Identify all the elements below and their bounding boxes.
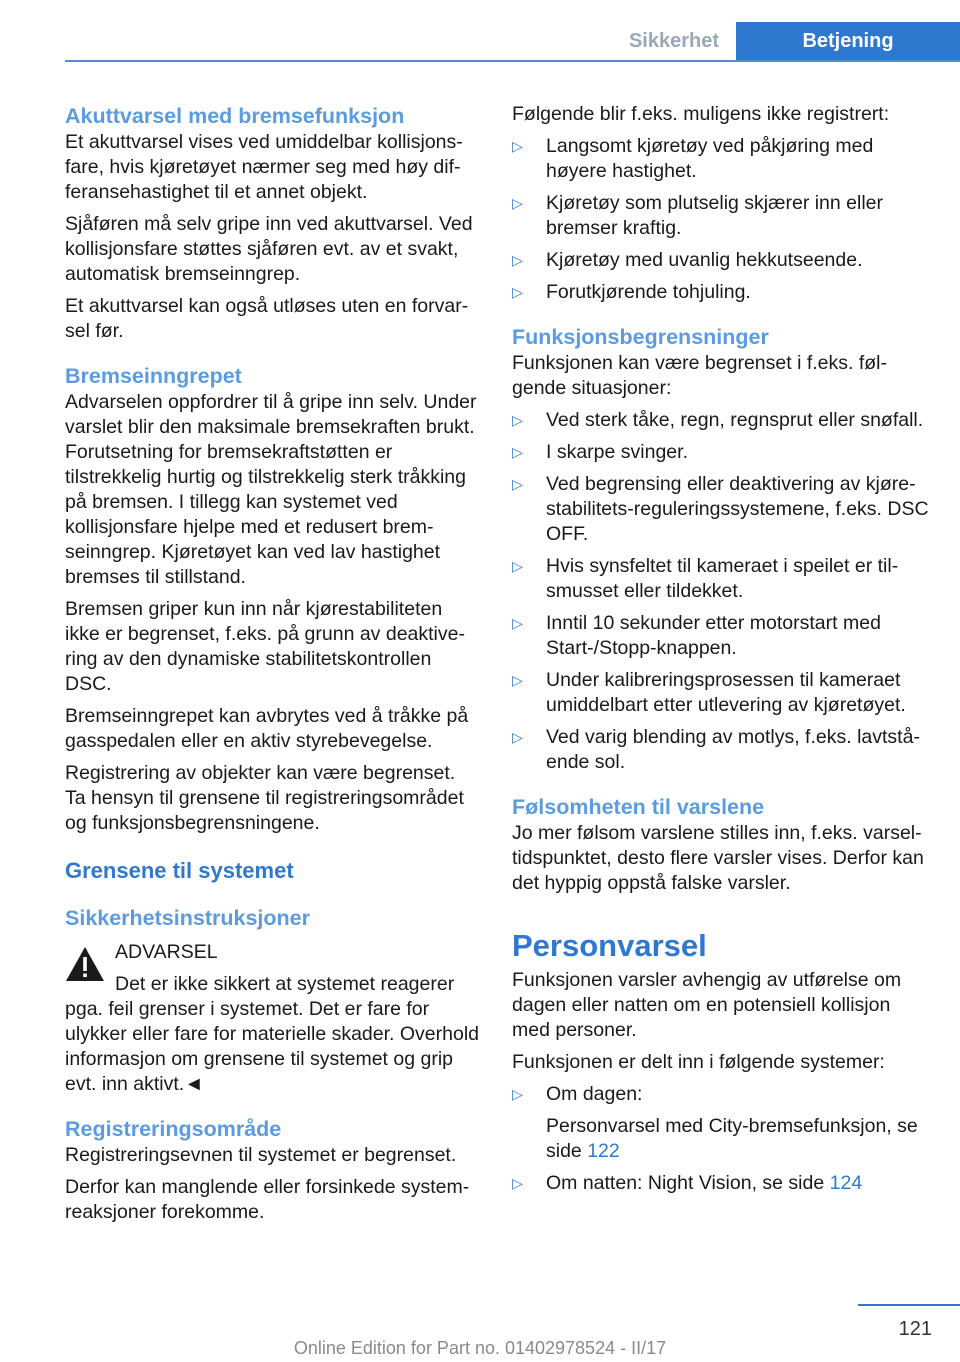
bullet-list-undetected [512, 134, 932, 305]
list-item: ▷ Ved begrensing eller deaktivering av kjørestabilitets-reguleringssystemene, f.eks. DSC OFF. [512, 473, 929, 545]
bullet-arrow-icon: ▷ [512, 672, 523, 688]
list-item: ▷ Forutkjørende tohjuling. [512, 281, 751, 303]
list-item: ▷ Langsomt kjøretøy ved påkjøring med høyere hastighet. [512, 135, 874, 182]
paragraph: Sjåføren må selv gripe inn ved akuttvarsel. Ved kollisjonsfare støttes sjåføren evt. av et svakt, automatisk bremseinngrep. [65, 213, 473, 285]
heading-registreringsomrade: Registreringsområde [65, 1117, 282, 1141]
bullet-arrow-icon: ▷ [512, 444, 523, 460]
bullet-arrow-icon: ▷ [512, 1175, 523, 1191]
bullet-arrow-icon: ▷ [512, 558, 523, 574]
paragraph: Funksjonen varsler avhengig av utførelse om dagen eller natten om en potensiell kollisjon med personer. [512, 969, 902, 1041]
list-item: ▷ Om natten: Night Vision, se side 124 [512, 1172, 863, 1194]
heading-akuttvarsel: Akuttvarsel med bremsefunksjon [65, 104, 405, 128]
right-column [512, 102, 932, 1203]
paragraph: Funksjonen kan være begrenset i f.eks. følgende situasjoner: [512, 352, 888, 399]
bullet-arrow-icon: ▷ [512, 412, 523, 428]
list-item-note: Personvarsel med City-bremsefunksjon, se side 122 [546, 1115, 918, 1162]
bullet-list-systems [512, 1082, 932, 1196]
paragraph: Et akuttvarsel kan også utløses uten en forvarsel før. [65, 295, 469, 342]
paragraph: Registrering av objekter kan være begrenset. Ta hensyn til grensene til registreringsområdet og funksjonsbegrensningene. [65, 762, 464, 834]
heading-personvarsel: Personvarsel [512, 928, 707, 963]
heading-folsomhet: Følsomheten til varslene [512, 795, 765, 819]
list-item: ▷ Inntil 10 sekunder etter motorstart med Start-/Stopp-knappen. [512, 612, 881, 659]
bullet-list-limitations [512, 408, 932, 775]
paragraph: Følgende blir f.eks. muligens ikke registrert: [512, 103, 890, 125]
page-header [0, 0, 960, 62]
heading-grensene: Grensene til systemet [65, 858, 294, 883]
paragraph: Funksjonen er delt inn i følgende systemer: [512, 1051, 885, 1073]
paragraph: Bremsen griper kun inn når kjørestabiliteten ikke er begrenset, f.eks. på grunn av deaktivering av den dynamiske stabilitetskontrollen DSC. [65, 598, 465, 695]
page-link-122[interactable]: 122 [587, 1140, 620, 1162]
list-item: ▷ I skarpe svinger. [512, 441, 688, 463]
bullet-arrow-icon: ▷ [512, 195, 523, 211]
list-item: ▷ Kjøretøy som plutselig skjærer inn eller bremser kraftig. [512, 192, 884, 239]
list-item: ▷ Om dagen: Personvarsel med City-bremsefunksjon, se side 122 [512, 1082, 932, 1164]
edition-footer: Online Edition for Part no. 01402978524 - II/17 [293, 1338, 667, 1358]
list-item: ▷ Kjøretøy med uvanlig hekkutseende. [512, 249, 863, 271]
heading-funksjonsbegrensninger: Funksjonsbegrensninger [512, 325, 769, 349]
paragraph: Advarselen oppfordrer til å gripe inn selv. Under varslet blir den maksimale bremsekraften brukt. Forutsetning for bremsekraftstøtten er tilstrekkelig hurtig og tilstrekkelig sterk tråkking på bremsen. I tillegg kan systemet ved kollisjonsfare hjelpe med et redusert bremseinngrep. Kjøretøyet kan ved lav hastighet bremses til stillstand. [65, 391, 477, 588]
bullet-arrow-icon: ▷ [512, 615, 523, 631]
list-item: ▷ Under kalibreringsprosessen til kameraet umiddelbart etter utlevering av kjøretøyet. [512, 669, 906, 716]
bullet-arrow-icon: ▷ [512, 729, 523, 745]
page-link-124[interactable]: 124 [829, 1172, 863, 1194]
warning-text-continued: pga. feil grenser i systemet. Det er fare for ulykker eller fare for materielle skader. Overhold informasjon om grensene til systemet og grip evt. inn aktivt.◄ [65, 998, 480, 1095]
heading-bremseinngrepet: Bremseinngrepet [65, 364, 242, 388]
bullet-arrow-icon: ▷ [512, 1086, 523, 1102]
header-divider [65, 60, 960, 62]
paragraph: Jo mer følsom varslene stilles inn, f.eks. varseltidspunktet, desto flere varsler vises. Derfor kan det hyppig oppstå falske varsler. [512, 822, 924, 894]
page-number: 121 [898, 1318, 932, 1340]
paragraph: Derfor kan manglende eller forsinkede systemreaksjoner forekomme. [65, 1176, 470, 1223]
paragraph: Bremseinngrepet kan avbrytes ved å tråkke på gasspedalen eller en aktiv styrebevegelse. [65, 705, 469, 752]
tab-sikkerhet[interactable]: Sikkerhet [628, 29, 720, 52]
paragraph: Et akuttvarsel vises ved umiddelbar kollisjonsfare, hvis kjøretøyet nærmer seg med høy differansehastighet til et annet objekt. [65, 131, 463, 203]
left-column [65, 102, 480, 1232]
heading-sikkerhetsinstruksjoner: Sikkerhetsinstruksjoner [65, 906, 310, 930]
warning-title: ADVARSEL [115, 941, 218, 963]
list-item: ▷ Ved sterk tåke, regn, regnsprut eller snøfall. [512, 409, 924, 431]
list-item: ▷ Hvis synsfeltet til kameraet i speilet er tilsmusset eller tildekket. [512, 555, 899, 602]
footer-divider [858, 1304, 960, 1306]
paragraph: Registreringsevnen til systemet er begrenset. [65, 1144, 457, 1166]
bullet-arrow-icon: ▷ [512, 138, 523, 154]
warning-triangle-icon [65, 946, 105, 982]
warning-box [65, 940, 480, 1097]
bullet-arrow-icon: ▷ [512, 284, 523, 300]
warning-text: Det er ikke sikkert at systemet reagerer [115, 973, 455, 995]
bullet-arrow-icon: ▷ [512, 476, 523, 492]
bullet-arrow-icon: ▷ [512, 252, 523, 268]
list-item: ▷ Ved varig blending av motlys, f.eks. lavtstående sol. [512, 726, 920, 773]
tab-betjening[interactable]: Betjening [736, 22, 960, 60]
